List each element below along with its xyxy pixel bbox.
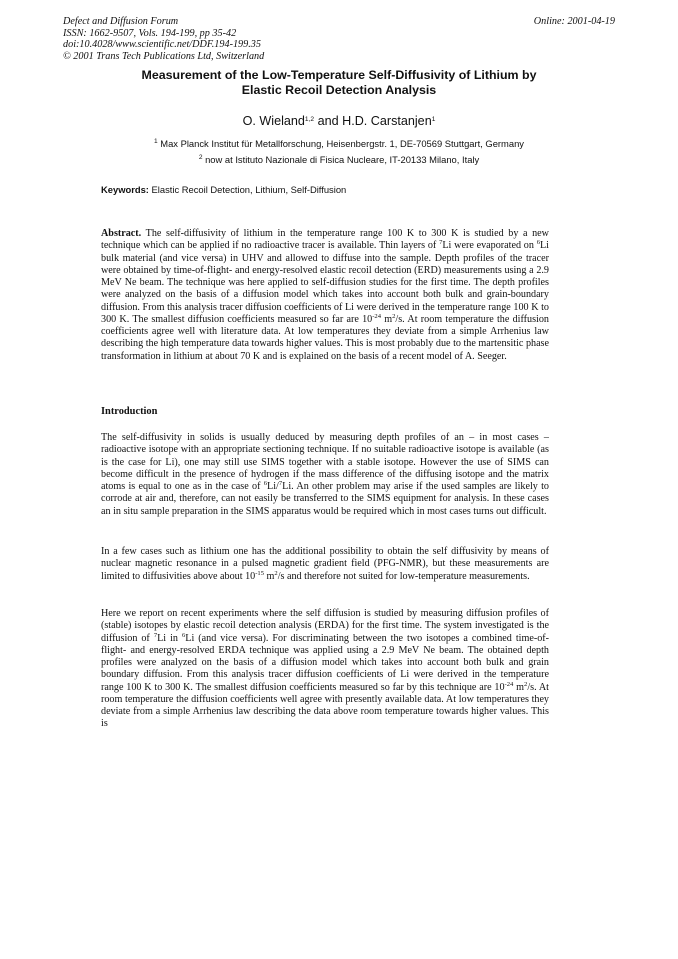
intro-p1-sup-2: 7 [278, 480, 283, 487]
paper-title [63, 68, 615, 98]
intro-p3-text-5: /s. At room temperature the diffusion coefficients well agree with presently available data. At low temperatures they deviate from a simple Arrhenius law describing the data above room temperature towards higher values. This is [101, 681, 549, 730]
abstract-sup-3: -24 [372, 312, 381, 320]
intro-p2-text-3: /s and therefore not suited for low-temperature measurements. [277, 570, 530, 582]
abstract-sup-4: 2 [392, 312, 396, 320]
affiliation-2 [63, 154, 615, 165]
abstract-text-4: m [381, 313, 393, 325]
abstract-sup-1: 7 [439, 239, 443, 247]
author-list [63, 114, 615, 128]
keywords-label: Keywords: [101, 184, 149, 195]
affiliation-1-text: Max Planck Institut für Metallforschung, Heisenbergstr. 1, DE-70569 Stuttgart, Germany [157, 138, 524, 149]
intro-p3-text-3: Li (and vice versa). For discriminating between the two isotopes a combined time-of-flight- and energy-resolved ERDA technique was applied using a 2.9 MeV Ne beam. The obtained depth profiles were analyzed on the basis of a diffusion model which takes into account both bulk and grain boundary diffusion. From this analysis tracer diffusion coefficients of Li were derived in the temperature range 100 K to 300 K. The smallest diffusion coefficients measured so far by this technique are 10 [101, 632, 550, 693]
intro-p2-text-1: In a few cases such as lithium one has the additional possibility to obtain the self diffusivity by means of nuclear magnetic resonance in a pulsed magnetic gradient field (PFG-NMR), but these measurements are limited to diffusivities above about 10 [101, 546, 549, 582]
intro-p1-text-1: The self-diffusivity in solids is usually deduced by measuring depth profiles of an – in most cases – radioactive isotope with an appropriate sectioning technique. If no suitable radioactive isotope is available (as is the case for Li), one may still use SIMS together with a stable isotope. However the use of SIMS can become difficult in the presence of hydrogen if the mass difference of the diffusing isotope and the matrix atoms is equal to one as in the case of [101, 432, 549, 492]
intro-p3-sup-4: 2 [524, 680, 528, 688]
affiliation-1 [63, 138, 615, 149]
journal-name: Defect and Diffusion Forum [63, 16, 179, 27]
section-heading-introduction: Introduction [101, 406, 158, 417]
intro-p1-text-3: Li. An other problem may arise if the used samples are likely to corrode at air and, therefore, can not easily be transferred to the SIMS equipment for analysis. In these cases an in situ sample preparation in the SIMS apparatus would be required which in most cases turns out difficult. [101, 481, 549, 517]
intro-p3-sup-3: -24 [504, 680, 514, 688]
intro-p1-text-2: Li/ [267, 481, 279, 492]
abstract-sup-2: 6 [536, 239, 540, 247]
issn-line: ISSN: 1662-9507, Vols. 194-199, pp 35-42 [63, 27, 237, 39]
doi-line: doi:10.4028/www.scientific.net/DDF.194-199.35 [63, 39, 261, 51]
journal-header [63, 16, 393, 62]
abstract-paragraph [101, 228, 549, 363]
intro-p1-sup-1: 6 [263, 480, 268, 487]
online-date: Online: 2001-04-19 [533, 16, 615, 27]
intro-paragraph-1 [101, 432, 549, 518]
author-2: and H.D. Carstanjen [314, 114, 432, 128]
author-1: O. Wieland [242, 114, 305, 128]
affiliation-1-sup: 1 [154, 138, 158, 145]
title-line-1: Measurement of the Low-Temperature Self-Diffusivity of Lithium by [141, 68, 537, 82]
title-line-2: Elastic Recoil Detection Analysis [241, 83, 437, 97]
abstract-label: Abstract. [101, 228, 142, 239]
author-2-affil-sup: 1 [431, 116, 436, 123]
intro-p3-sup-1: 7 [153, 631, 158, 639]
intro-p3-text-4: m [513, 681, 525, 693]
keywords-text: Elastic Recoil Detection, Lithium, Self-Diffusion [148, 184, 347, 195]
abstract-text-2: Li were evaporated on [442, 240, 537, 252]
abstract-text-1: The self-diffusivity of lithium in the temperature range 100 K to 300 K is studied by a new technique which can be applied if no radioactive tracer is available. Thin layers of [101, 228, 549, 252]
keywords [101, 184, 621, 195]
intro-p2-sup-2: 2 [274, 569, 278, 577]
abstract-text-5: /s. At room temperature the diffusion coefficients agree well with literature data. At low temperatures they deviate from a simple Arrhenius law describing the high temperature data towards higher values. This is most probably due to the martensitic phase transformation in lithium at about 70 K and is explained on the basis of a recent model of A. Seeger. [101, 313, 549, 362]
abstract-text-3: Li bulk material (and vice versa) in UHV and allowed to diffuse into the sample. Depth profiles of the tracer were obtained by time-of-flight- and energy-resolved elastic recoil detection (ERD) measurements using a 2.9 MeV Ne beam. The technique was here applied to self-diffusion studies for the first time. The depth profiles were analyzed on the basis of a diffusion model which takes into account both bulk and grain-boundary diffusion. From this analysis tracer diffusion coefficients of Li were derived in the temperature range 100 K to 300 K. The smallest diffusion coefficients measured so far are 10 [101, 240, 549, 325]
affiliation-2-text: now at Istituto Nazionale di Fisica Nucleare, IT-20133 Milano, Italy [202, 154, 480, 165]
intro-paragraph-2 [101, 546, 549, 583]
copyright-line: © 2001 Trans Tech Publications Ltd, Switzerland [63, 50, 265, 62]
author-1-affil-sup: 1,2 [304, 116, 315, 123]
affiliation-2-sup: 2 [198, 154, 203, 161]
intro-p3-text-2: Li in [157, 632, 182, 644]
intro-p2-text-2: m [264, 570, 275, 582]
intro-paragraph-3 [101, 608, 549, 731]
intro-p2-sup-1: -15 [255, 569, 264, 577]
intro-p3-sup-2: 6 [181, 631, 186, 639]
intro-p3-text-1: Here we report on recent experiments where the self diffusion is studied by measuring diffusion profiles of (stable) isotopes by elastic recoil detection analysis (ERDA) for the first time. The system investigated is the diffusion of [101, 608, 549, 644]
